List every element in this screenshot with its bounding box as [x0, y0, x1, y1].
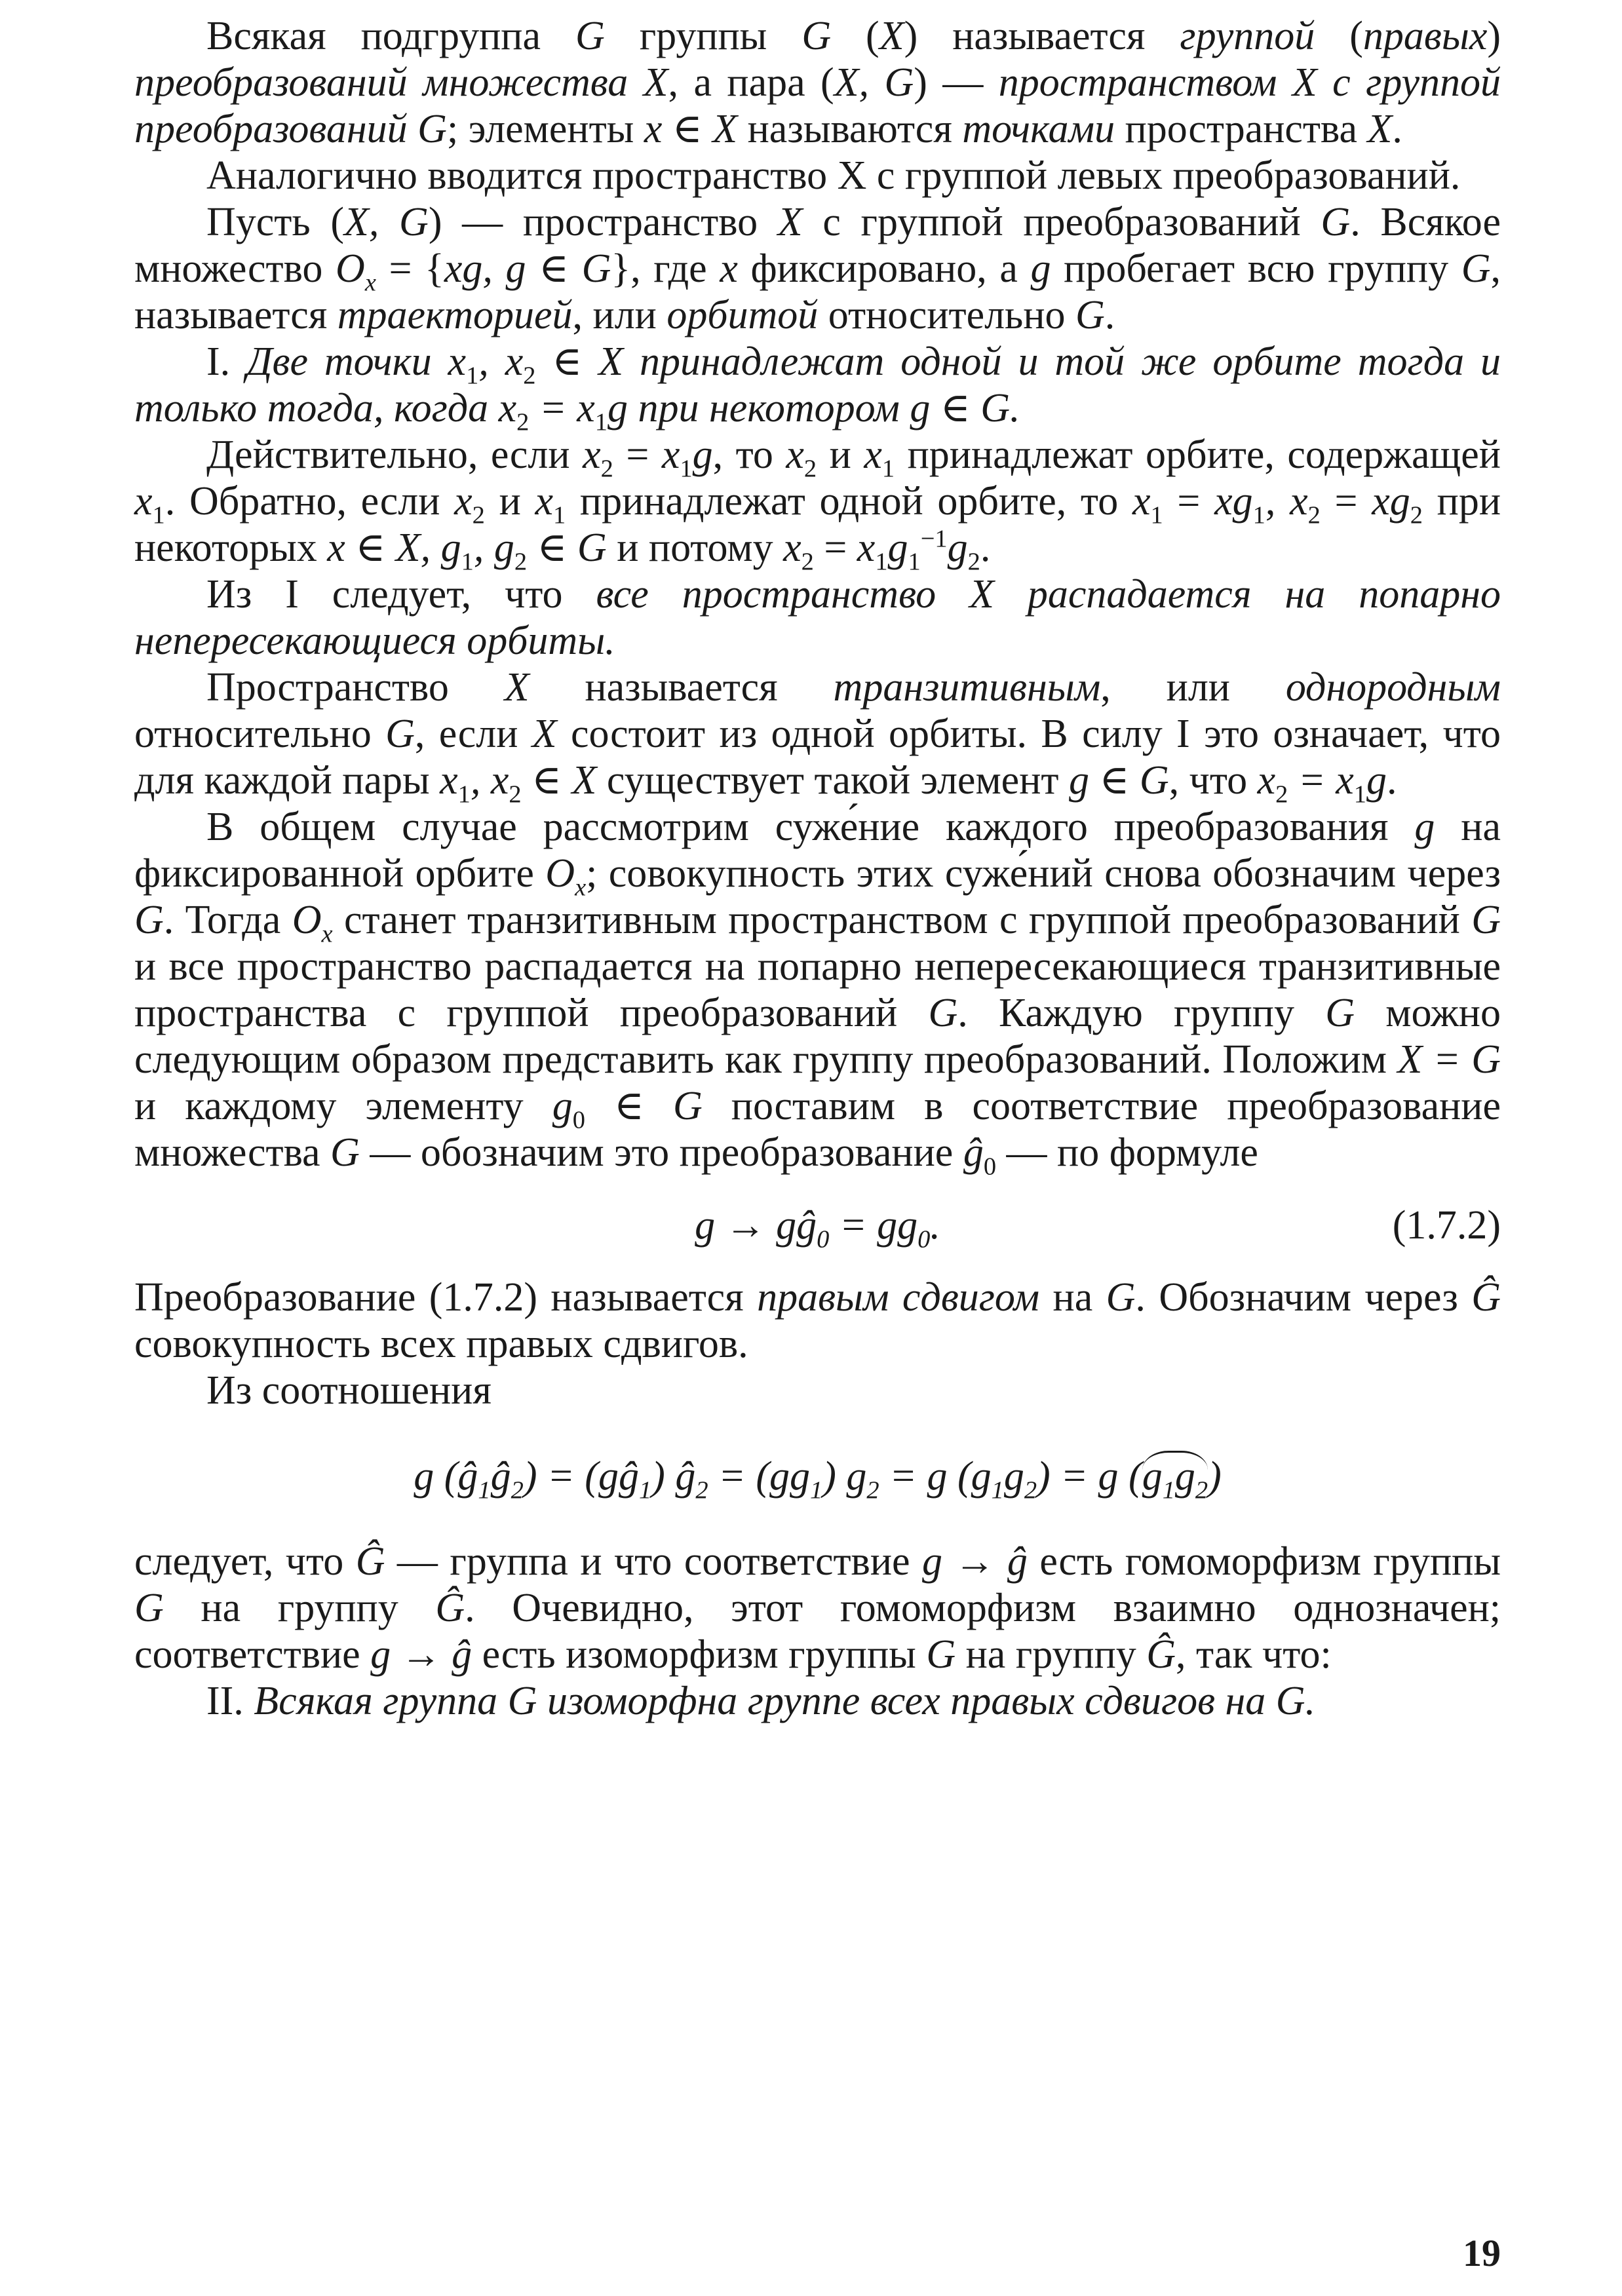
equation-relation: [134, 1414, 1501, 1539]
equation-number: (1.7.2): [1392, 1203, 1501, 1248]
paragraph-transitive: Пространство X называется транзитивным, или однородным относительно G, если X состоит из одной орбиты. В силу I это означает, что для каждой пары $x_1$, $x_2$ ∈ X существует такой элемент g ∈ G, что $x_2 = x_1g$.: [134, 665, 1501, 809]
paragraph-1: Всякая подгруппа G группы G (X) называется группой (правых) преобразований множества X, а пара (X, G) — пространством X с группой преобразований G; элементы x ∈ X называются точками пространства X.: [134, 14, 1501, 151]
equation-relation-body: g $(ĝ_1ĝ_2)$ = $(gĝ_1)$ $ĝ_2 = (gg_1) g_2 = g$ $(g_1g_2) = g$ $(g_1g_2)$: [414, 1454, 1222, 1499]
paragraph-relation-intro: Из соотношения: [206, 1368, 492, 1413]
proposition-2: II. Всякая группа G изоморфна группе всех правых сдвигов на G.: [206, 1679, 1316, 1723]
paragraph-right-shift: Преобразование (1.7.2) называется правым сдвигом на G. Обозначим через Ĝ совокупность всех правых сдвигов.: [134, 1275, 1501, 1366]
page-number: 19: [1463, 2232, 1501, 2274]
equation-body: $g \to gĝ_0 = gg_0$.: [695, 1203, 940, 1253]
paragraph-proof-1: Действительно, если $x_2 = x_1g$, то $x_2$ и $x_1$ принадлежат орбите, содержащей $x_1$. Обратно, если $x_2$ и $x_1$ принадлежат одной орбите, то $x_1 = xg_1$, $x_2 = xg_2$ при некоторых x ∈ X, $g_1$, $g_2$ ∈ G и потому $x_2 = x_1g_1^{-1}g_2$.: [134, 432, 1501, 576]
paragraph-general-case: В общем случае рассмотрим суже́ние каждого преобразования g на фиксированной орбите $O_x$; совокупность этих суже́ний снова обозначим через G. Тогда $O_x$ станет транзитивным пространством с группой преобразований G и все пространство распадается на попарно непересекающиеся транзитивные пространства с группой преобразований G. Каждую группу G можно следующим образом представить как группу преобразований. Положим X = G и каждому элементу $g_0$ ∈ G поставим в соответствие преобразование множества G — обозначим это преобразование $ĝ_0$ — по формуле: [134, 805, 1501, 1181]
paragraph-isomorphism: следует, что Ĝ — группа и что соответствие g → ĝ есть гомоморфизм группы G на группу Ĝ. Очевидно, этот гомоморфизм взаимно однозначен; соответствие g → ĝ есть изоморфизм группы G на группу Ĝ, так что:: [134, 1539, 1501, 1677]
paragraph-3: Пусть (X, G) — пространство X с группой преобразований G. Всякое множество $O_x = \{xg$, g ∈ G}, где x фиксировано, а g пробегает всю группу G, называется траекторией, или орбитой относительно G.: [134, 200, 1501, 337]
paragraph-2: Аналогично вводится пространство X с группой левых преобразований.: [206, 153, 1461, 198]
equation-1-7-2: [134, 1176, 1501, 1274]
paragraph-corollary: Из I следует, что все пространство X распадается на попарно непересекающиеся орбиты.: [134, 572, 1501, 663]
proposition-1: I. Две точки $x_1$, $x_2$ ∈ X принадлежат одной и той же орбите тогда и только тогда, когда $x_2 = x_1g$ при некотором g ∈ G.: [134, 339, 1501, 436]
page-body: [134, 13, 1501, 1725]
